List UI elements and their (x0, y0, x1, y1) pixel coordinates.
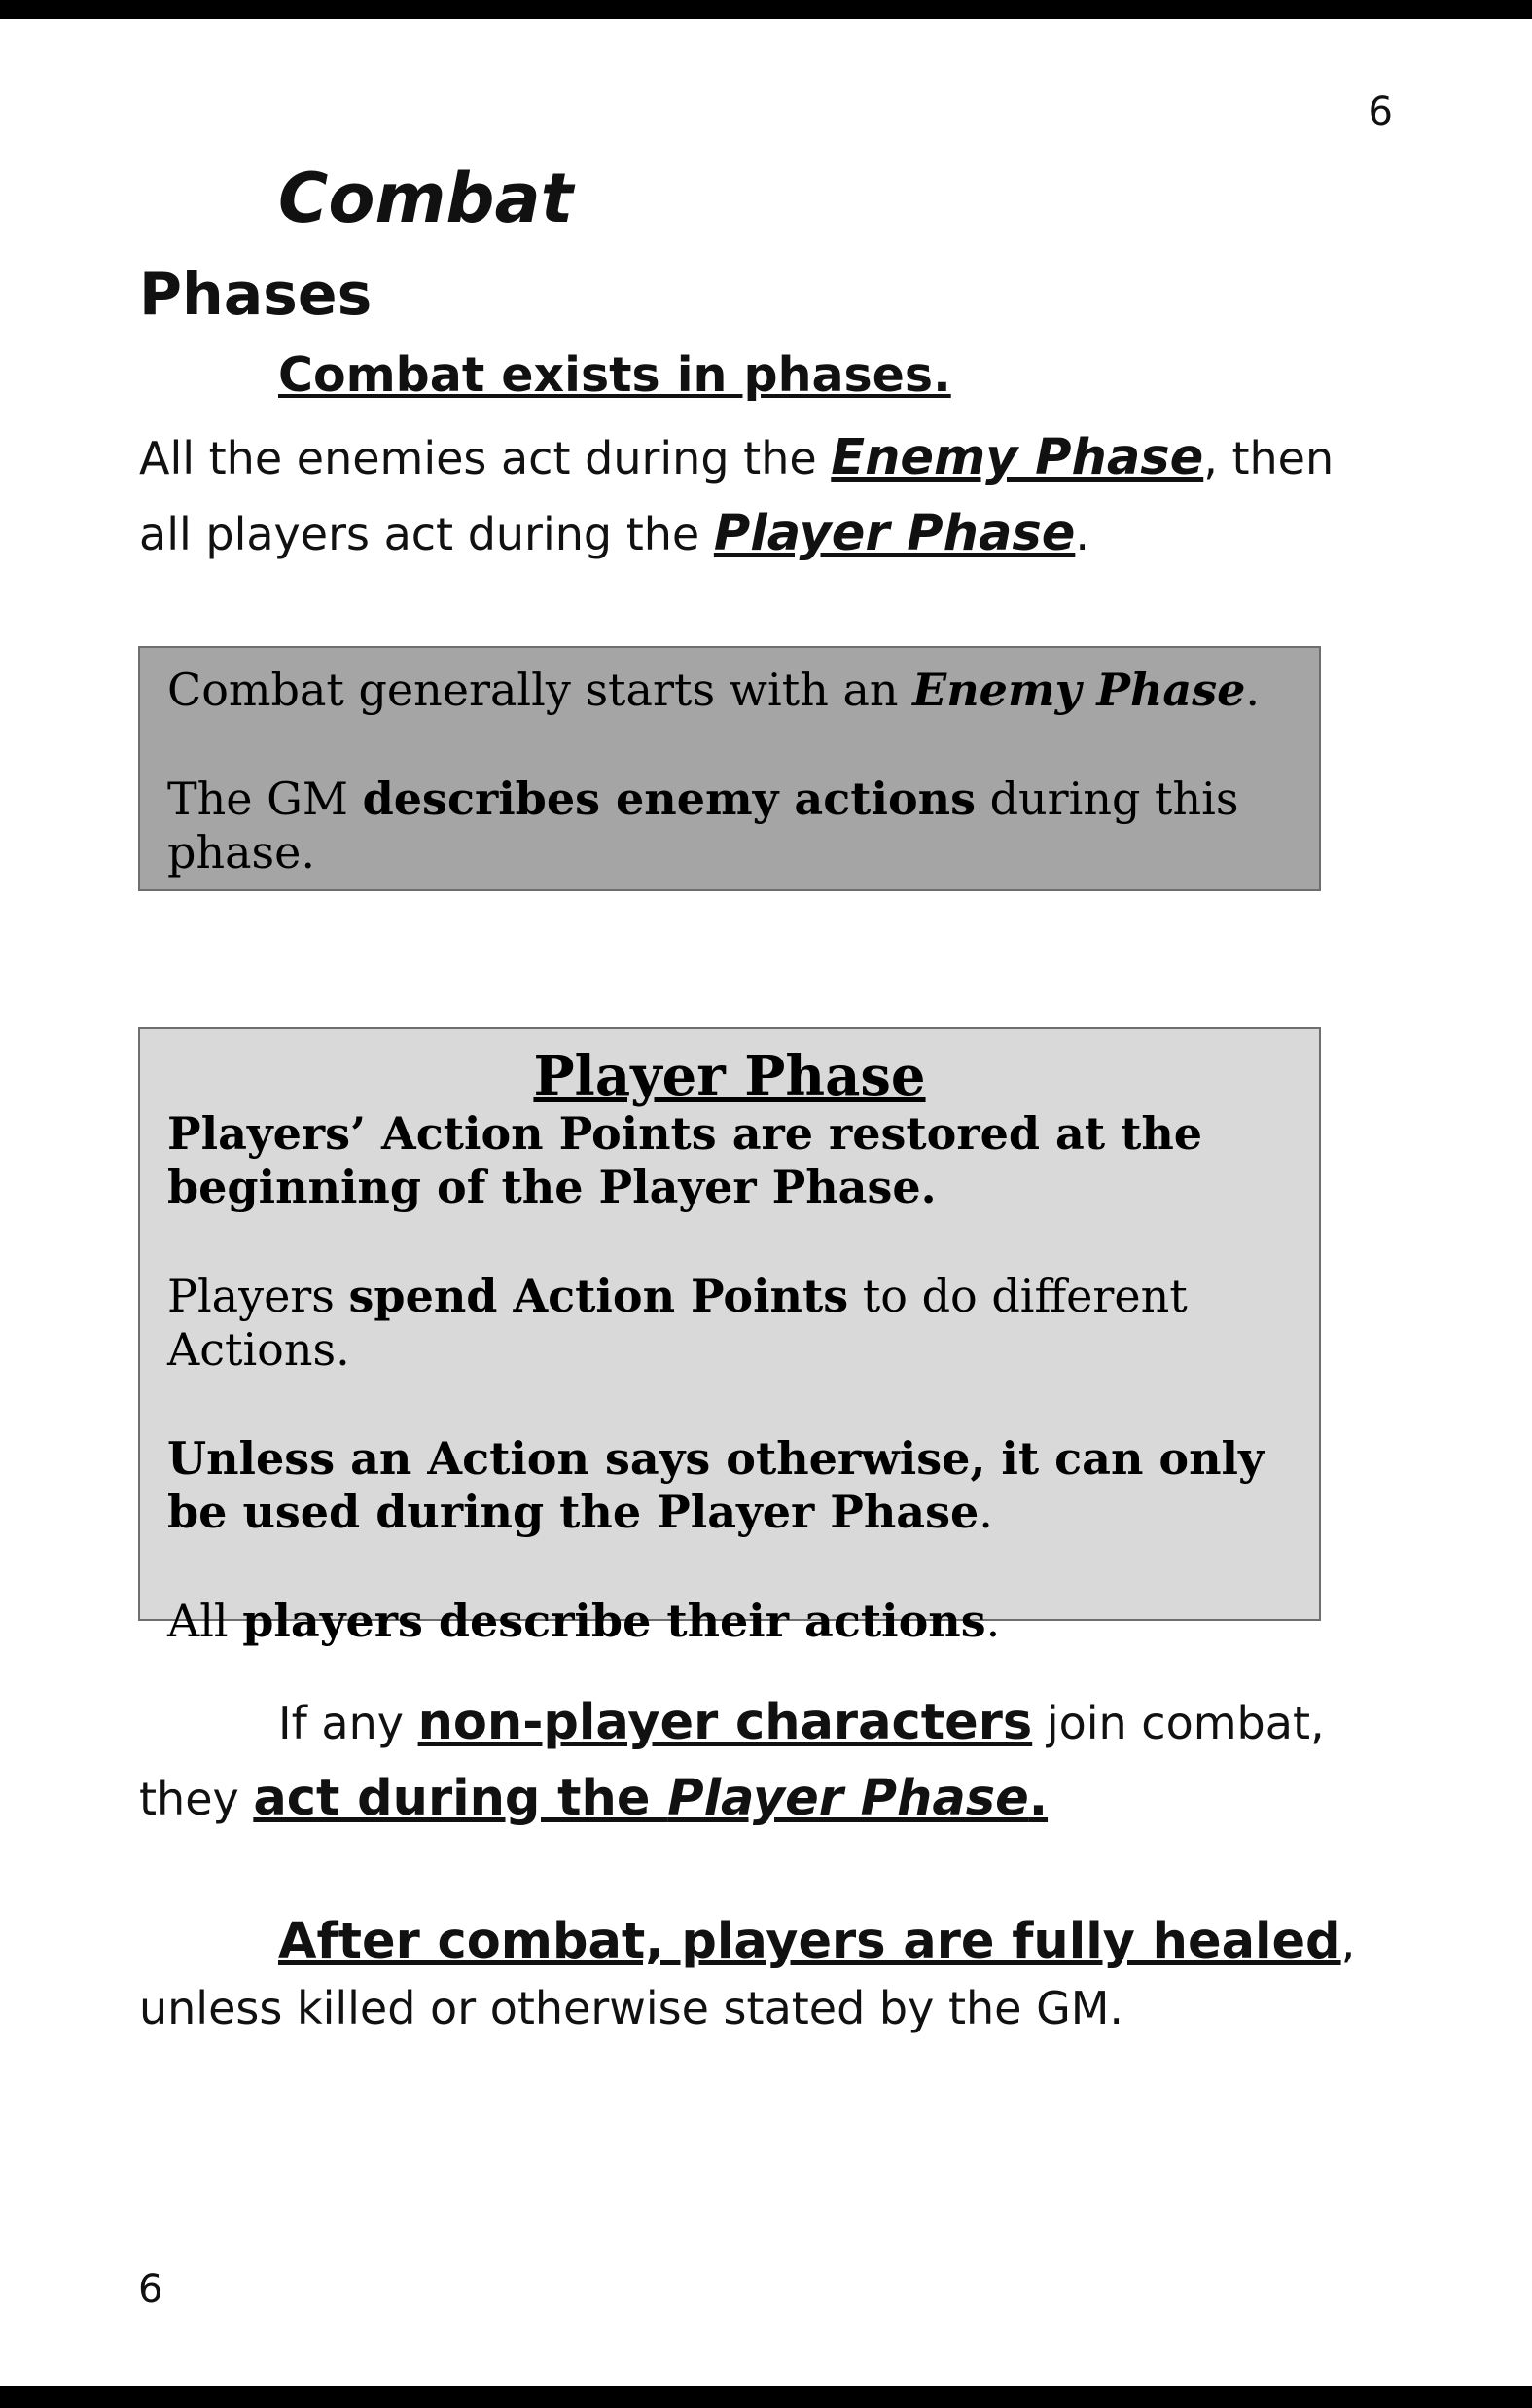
player-box-rule-4-end: . (985, 1595, 1001, 1647)
player-box-rule-3 (167, 1432, 1292, 1539)
npc-text-1: If any (278, 1697, 418, 1749)
npc-act-phrase (253, 1770, 1048, 1827)
npc-paragraph (139, 1685, 1374, 1837)
page-number-bottom: 6 (138, 2267, 163, 2312)
enemy-phase-term: Enemy Phase (831, 429, 1204, 486)
player-box-rule-1: Players’ Action Points are restored at the beginning of the Player Phase. (167, 1107, 1203, 1213)
enemy-box-end: during this phase. (167, 773, 1239, 879)
intro-text-1: All the enemies act during the (139, 432, 832, 485)
top-border (0, 0, 1532, 19)
player-phase-box (138, 1027, 1321, 1647)
intro-paragraph (139, 420, 1355, 572)
after-combat-paragraph (139, 1909, 1404, 2041)
npc-term: non-player characters (417, 1694, 1033, 1751)
bottom-border (0, 2386, 1532, 2408)
npc-period: . (1028, 1770, 1049, 1827)
enemy-box-bold: describes enemy actions (362, 773, 976, 825)
npc-text-2: join combat, they (139, 1697, 1325, 1825)
player-box-actions: to do different Actions. (167, 1270, 1188, 1376)
player-box-describe: players describe their actions (242, 1595, 986, 1647)
intro-text-3: . (1075, 508, 1089, 560)
enemy-box-line-2 (167, 773, 1292, 880)
player-box-spend: spend Action Points (348, 1270, 849, 1322)
player-box-rule-4 (167, 1595, 1292, 1648)
npc-player-phase: Player Phase (667, 1770, 1029, 1827)
chapter-title: Combat (278, 159, 574, 238)
player-box-unless: Unless an Action says otherwise, it can only be used during the Player Phase (167, 1432, 1265, 1538)
enemy-box-period: . (1245, 664, 1260, 716)
player-box-players: Players (167, 1270, 349, 1322)
player-phase-term: Player Phase (713, 505, 1076, 562)
player-box-rule-3-end: . (979, 1486, 993, 1538)
subheading: Combat exists in phases. (278, 347, 951, 403)
enemy-box-emphasis: Enemy Phase (912, 664, 1246, 716)
intro-text-2: , then all players act during the (139, 432, 1335, 560)
page-number-top: 6 (1368, 90, 1393, 134)
section-title: Phases (139, 261, 373, 329)
after-combat-comma: , (1340, 1916, 1356, 1968)
after-combat-rest: unless killed or otherwise stated by the GM. (139, 1982, 1124, 2034)
enemy-box-line-1 (167, 664, 1292, 717)
after-combat-rule: After combat, players are fully healed (278, 1913, 1341, 1970)
enemy-box-text: Combat generally starts with an (167, 664, 913, 716)
player-box-all: All (167, 1595, 243, 1647)
enemy-phase-box (138, 646, 1321, 891)
npc-act: act during the (253, 1770, 668, 1827)
enemy-box-gm: The GM (167, 773, 363, 825)
player-box-rule-2 (167, 1270, 1292, 1377)
player-box-title: Player Phase (533, 1044, 926, 1108)
